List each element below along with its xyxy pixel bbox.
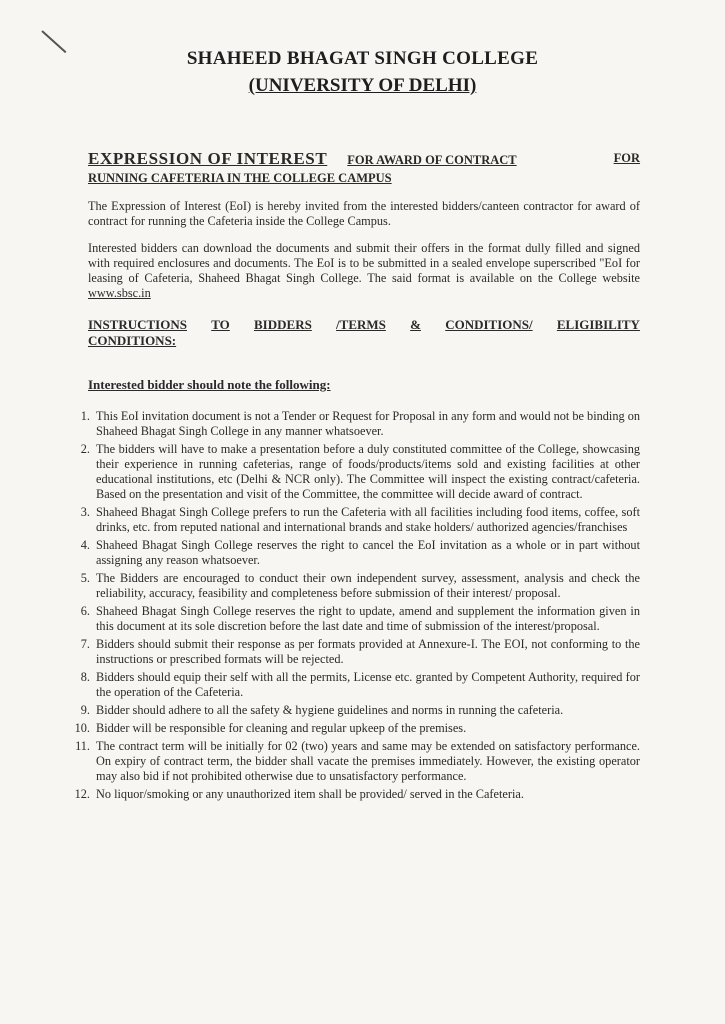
instructions-word: CONDITIONS/ bbox=[445, 317, 533, 332]
list-item-text: Bidders should submit their response as per formats provided at Annexure-I. The EOI, not conforming to the instructions or prescribed formats will be rejected. bbox=[96, 637, 640, 666]
list-item-text: Bidder will be responsible for cleaning and regular upkeep of the premises. bbox=[96, 721, 467, 735]
intro-paragraph-1: The Expression of Interest (EoI) is hereby invited from the interested bidders/canteen contractor for award of contract for running the Cafeteria inside the College Campus. bbox=[88, 199, 640, 228]
list-item-text: Shaheed Bhagat Singh College reserves the right to update, amend and supplement the information given in this document at its sole discretion before the last date and time of submission of the interest/proposal. bbox=[96, 604, 640, 633]
eoi-heading-line2: RUNNING CAFETERIA IN THE COLLEGE CAMPUS bbox=[88, 171, 392, 185]
list-item bbox=[66, 409, 640, 439]
list-item bbox=[66, 442, 640, 502]
eoi-heading-rest: FOR AWARD OF CONTRACT bbox=[347, 153, 517, 167]
list-item-text: The bidders will have to make a presentation before a duly constituted committee of the College, showcasing their experience in running cafeterias, range of foods/products/items sold and existing facilities at other educational institutions, etc (Delhi & NCR only). The Committee will inspect the existing contract/cafeteria. Based on the presentation and visit of the Committee, the committee will decide award of contract. bbox=[96, 442, 640, 501]
list-item-text: Shaheed Bhagat Singh College prefers to run the Cafeteria with all facilities including food items, coffee, soft drinks, etc. from reputed national and international brands and stake holders/ authorized agencies/franchises bbox=[96, 505, 640, 534]
eoi-heading bbox=[88, 150, 640, 187]
list-item-number: 5. bbox=[80, 571, 90, 585]
note-heading: Interested bidder should note the following: bbox=[88, 377, 331, 392]
list-item bbox=[66, 703, 640, 718]
list-item-number: 11. bbox=[75, 739, 90, 753]
list-item bbox=[66, 604, 640, 634]
list-item bbox=[66, 787, 640, 802]
list-item-text: This EoI invitation document is not a Tender or Request for Proposal in any form and would not be binding on Shaheed Bhagat Singh College in any manner whatsoever. bbox=[96, 409, 640, 438]
list-item bbox=[66, 739, 640, 784]
university-name: (UNIVERSITY OF DELHI) bbox=[248, 75, 477, 96]
college-name: SHAHEED BHAGAT SINGH COLLEGE bbox=[186, 48, 539, 69]
list-item-number: 6. bbox=[80, 604, 90, 618]
instructions-word: ELIGIBILITY bbox=[556, 317, 640, 332]
list-item bbox=[66, 538, 640, 568]
instructions-word: /TERMS bbox=[336, 317, 386, 332]
instructions-word: & bbox=[410, 317, 421, 332]
document-header bbox=[0, 48, 725, 97]
intro-paragraph-2-text: Interested bidders can download the documents and submit their offers in the format dully filled and signed with required enclosures and documents. The EoI is to be submitted in a sealed envelope superscribed "EoI for leasing of Cafeteria, Shaheed Bhagat Singh College. The said format is available on the College website bbox=[88, 241, 640, 285]
instructions-word: INSTRUCTIONS bbox=[88, 317, 187, 332]
list-item bbox=[66, 637, 640, 667]
list-item-number: 3. bbox=[80, 505, 90, 519]
document-body bbox=[74, 149, 640, 805]
list-item-text: Bidder should adhere to all the safety & hygiene guidelines and norms in running the cafeteria. bbox=[96, 703, 564, 717]
eoi-heading-for: FOR bbox=[613, 151, 640, 165]
list-item bbox=[66, 721, 640, 736]
instructions-word: BIDDERS bbox=[254, 317, 312, 332]
list-item-text: The contract term will be initially for 02 (two) years and same may be extended on satisfactory performance. On expiry of contract term, the bidder shall vacate the premises immediately. However, the existing operator may also bid if not prohibited otherwise due to unsatisfactory performance. bbox=[96, 739, 640, 783]
list-item-text: No liquor/smoking or any unauthorized item shall be provided/ served in the Cafeteria. bbox=[96, 787, 524, 801]
list-item bbox=[66, 571, 640, 601]
list-item-number: 7. bbox=[80, 637, 90, 651]
list-item-text: Shaheed Bhagat Singh College reserves the right to cancel the EoI invitation as a whole or in part without assigning any reason whatsoever. bbox=[96, 538, 640, 567]
list-item-text: Bidders should equip their self with all the permits, License etc. granted by Competent Authority, required for the operation of the Cafeteria. bbox=[96, 670, 640, 699]
instructions-word: TO bbox=[211, 317, 230, 332]
list-item-number: 1. bbox=[80, 409, 90, 423]
list-item-number: 9. bbox=[80, 703, 90, 717]
list-item-number: 4. bbox=[80, 538, 90, 552]
instructions-heading bbox=[88, 317, 640, 349]
website-link[interactable]: www.sbsc.in bbox=[88, 286, 151, 300]
list-item-number: 12. bbox=[74, 787, 90, 801]
list-item-number: 8. bbox=[80, 670, 90, 684]
intro-paragraph-2 bbox=[88, 241, 640, 301]
list-item-number: 2. bbox=[80, 442, 90, 456]
instructions-heading-line2: CONDITIONS: bbox=[88, 333, 177, 348]
conditions-list bbox=[66, 409, 640, 802]
list-item bbox=[66, 505, 640, 535]
list-item-number: 10. bbox=[74, 721, 90, 735]
list-item-text: The Bidders are encouraged to conduct their own independent survey, assessment, analysis and check the reliability, accuracy, feasibility and completeness before submission of their interest/ proposal. bbox=[96, 571, 640, 600]
list-item bbox=[66, 670, 640, 700]
eoi-heading-main: EXPRESSION OF INTEREST bbox=[88, 149, 328, 168]
